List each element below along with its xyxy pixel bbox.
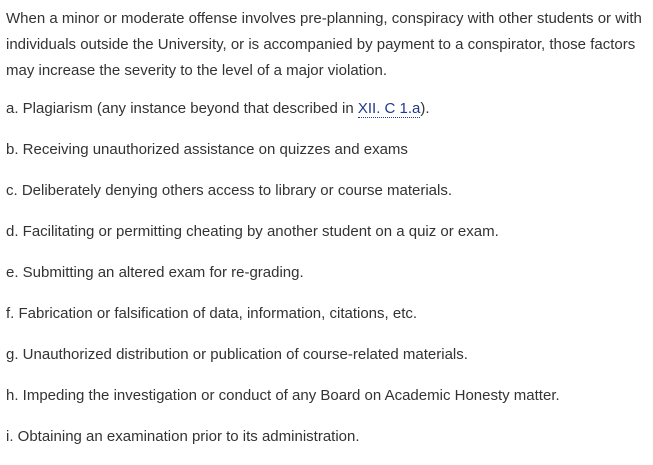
item-a-suffix: ). — [420, 100, 430, 117]
list-item-g: g. Unauthorized distribution or publication of course-related materials. — [6, 346, 468, 363]
list-item-f: f. Fabrication or falsification of data, information, citations, etc. — [6, 305, 418, 322]
list-item-e: e. Submitting an altered exam for re-grading. — [6, 264, 304, 281]
item-a-text: a. Plagiarism (any instance beyond that described in — [6, 100, 358, 117]
intro-paragraph: When a minor or moderate offense involves pre-planning, conspiracy with other students or with individuals outside the University, or is accompanied by payment to a conspirator, those factors may increase the severity to the level of a major violation. — [6, 10, 642, 79]
list-item-b: b. Receiving unauthorized assistance on quizzes and exams — [6, 141, 408, 158]
list-item-c: c. Deliberately denying others access to library or course materials. — [6, 182, 453, 199]
list-item-h: h. Impeding the investigation or conduct of any Board on Academic Honesty matter. — [6, 387, 560, 404]
section-reference-link[interactable]: XII. C 1.a — [357, 100, 421, 117]
list-item-i: i. Obtaining an examination prior to its administration. — [6, 428, 360, 445]
list-item-d: d. Facilitating or permitting cheating by another student on a quiz or exam. — [6, 223, 499, 240]
list-item-a — [6, 96, 651, 137]
